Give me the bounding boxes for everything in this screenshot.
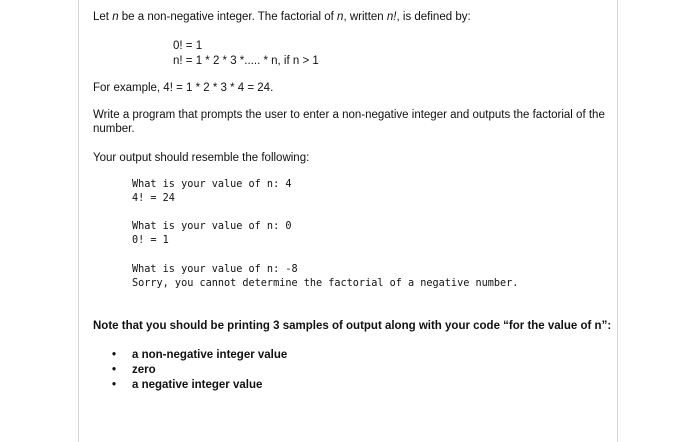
intro-n2: n [337,11,344,23]
intro-n: n [112,11,119,23]
intro-text-3: , written [343,11,387,23]
sample-2-prompt: What is your value of n: 0 [132,221,292,232]
task-paragraph: Write a program that prompts the user to enter a non-negative integer and outputs the factorial of the number. [93,109,605,135]
sample-3-prompt: What is your value of n: -8 [132,264,298,275]
requirements-list [112,348,287,393]
example-line: For example, 4! = 1 * 2 * 3 * 4 = 24. [93,82,274,94]
sample-2-result: 0! = 1 [132,235,169,246]
definition-base: 0! = 1 [173,40,203,52]
list-item: • zero [112,363,287,378]
intro-nfact: n! [386,11,397,23]
definition-recursive: n! = 1 * 2 * 3 *..... * n, if n > 1 [173,55,319,67]
list-item: • a non-negative integer value [112,348,287,363]
intro-text-2: be a non-negative integer. The factorial of [118,11,338,23]
sample-3-result: Sorry, you cannot determine the factorial of a negative number. [132,278,519,289]
intro-text-1: Let [93,11,113,23]
note-paragraph: Note that you should be printing 3 samples of output along with your code “for the value of n”: [93,320,612,332]
output-intro: Your output should resemble the following: [93,152,310,164]
intro-text-4: , is defined by: [396,11,471,23]
intro-line [93,10,471,24]
list-item: • a negative integer value [112,378,287,393]
sample-1-prompt: What is your value of n: 4 [132,179,292,190]
sample-1-result: 4! = 24 [132,193,175,204]
